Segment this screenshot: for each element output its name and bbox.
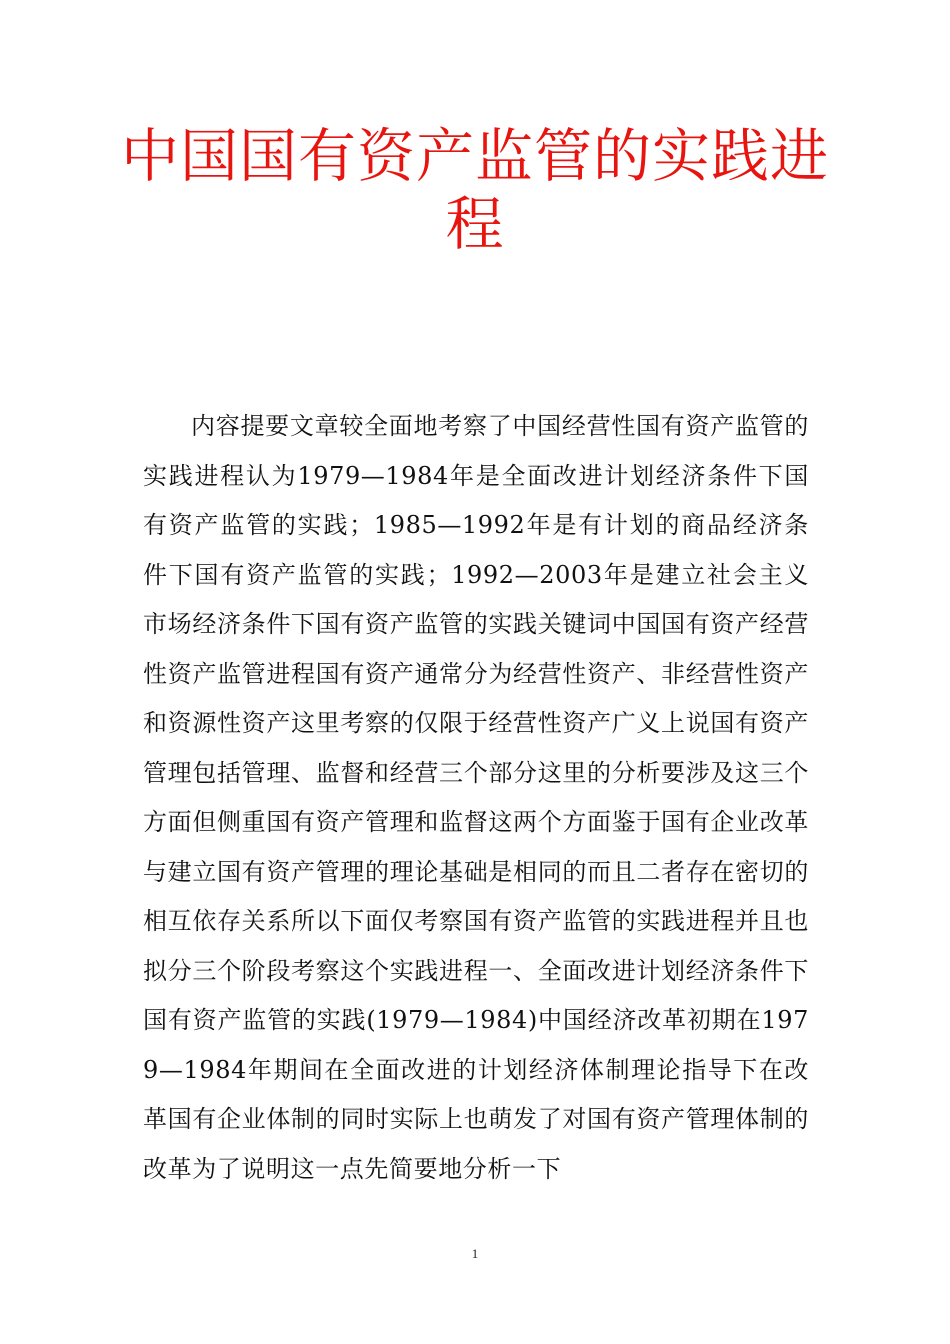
page-number: 1 [471,1246,479,1261]
body-paragraph: 内容提要文章较全面地考察了中国经营性国有资产监管的实践进程认为1979—1984年是全面改进计划经济条件下国有资产监管的实践；1985—1992年是有计划的商品经济条件下国有资产监管的实践；1992—2003年是建立社会主义市场经济条件下国有资产监管的实践关键词中国国有资产经营性资产监管进程国有资产通常分为经营性资产、非经营性资产和资源性资产这里考察的仅限于经营性资产广义上说国有资产管理包括管理、监督和经营三个部分这里的分析要涉及这三个方面但侧重国有资产管理和监督这两个方面鉴于国有企业改革与建立国有资产管理的理论基础是相同的而且二者存在密切的相互依存关系所以下面仅考察国有资产监管的实践进程并且也拟分三个阶段考察这个实践进程一、全面改进计划经济条件下国有资产监管的实践(1979—1984)中国经济改革初期在1979—1984年期间在全面改进的计划经济体制理论指导下在改革国有企业体制的同时实际上也萌发了对国有资产管理体制的改革为了说明这一点先简要地分析一下 [143,412,809,1183]
document-title: 中国国有资产监管的实践进程 [120,122,829,258]
